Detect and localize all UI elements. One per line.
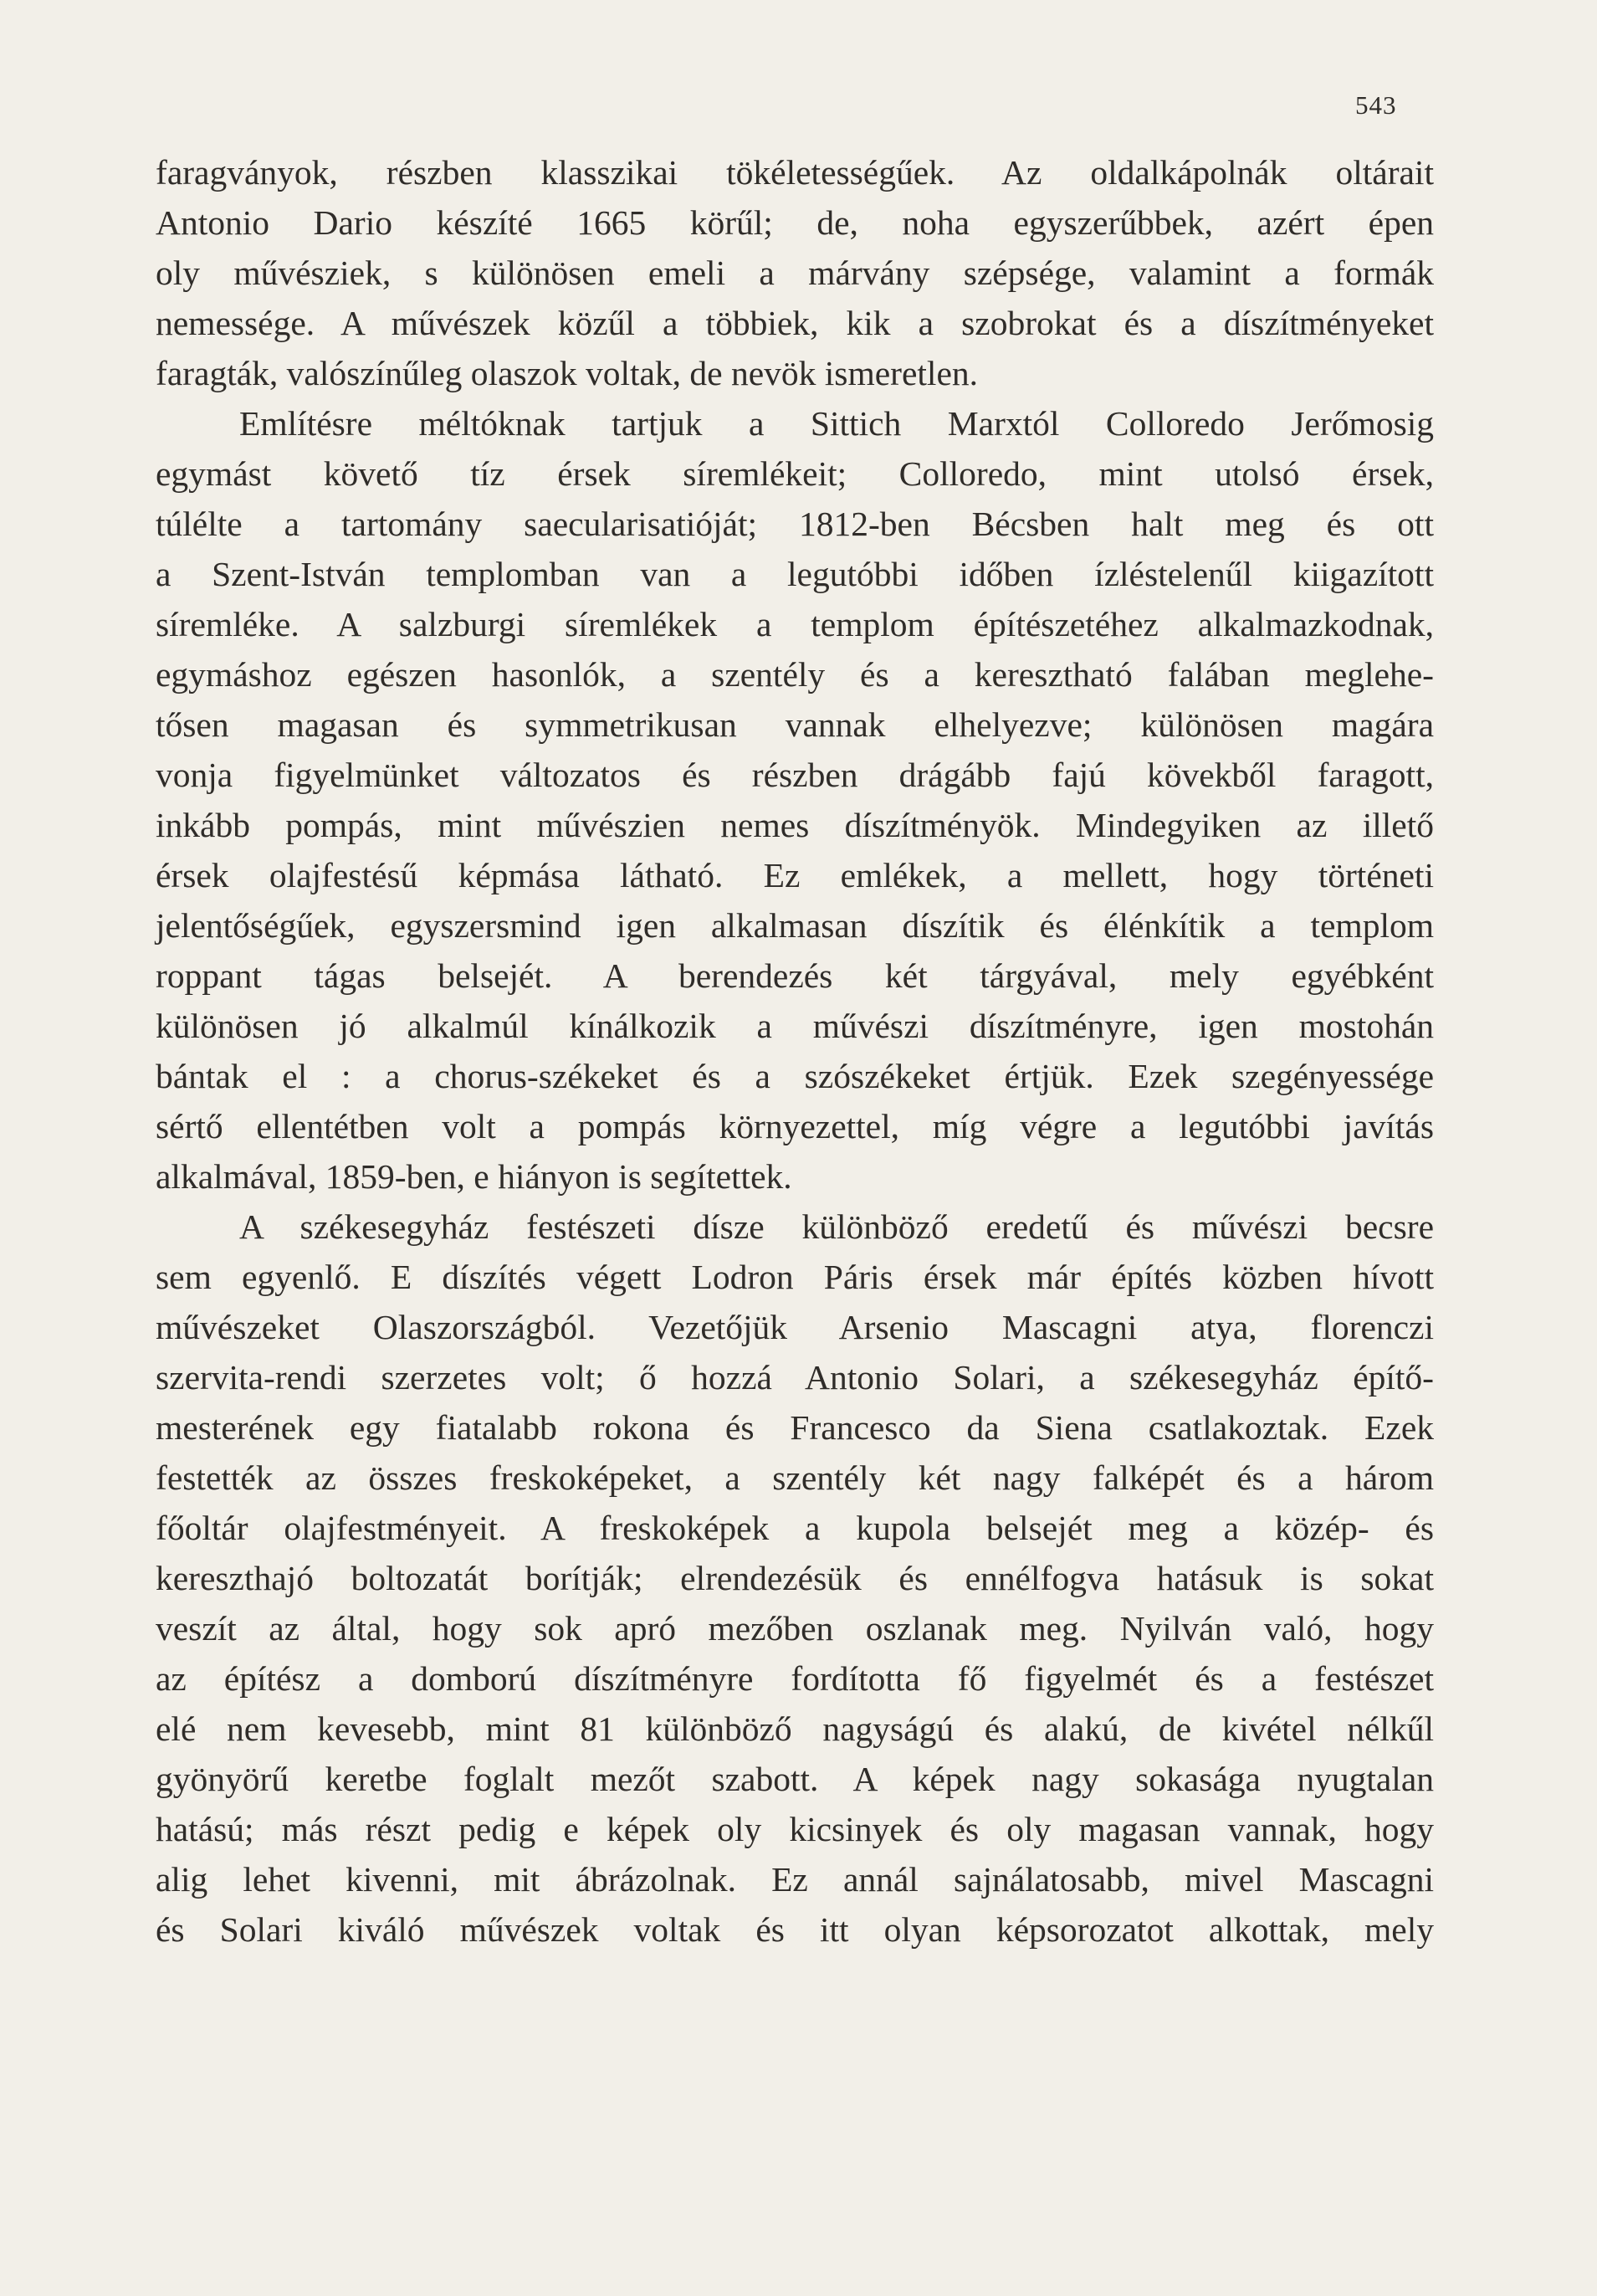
text-line: Antonio Dario készíté 1665 körűl; de, noha egyszerűbbek, azért épen xyxy=(156,203,1434,242)
text-line: különösen jó alkalmúl kínálkozik a művészi díszítményre, igen mostohán xyxy=(156,1007,1434,1045)
text-line: síremléke. A salzburgi síremlékek a templom építészetéhez alkalmazkodnak, xyxy=(156,605,1434,643)
text-line: veszít az által, hogy sok apró mezőben oszlanak meg. Nyilván való, hogy xyxy=(156,1609,1434,1648)
page-number: 543 xyxy=(1355,90,1397,120)
text-line: és Solari kiváló művészek voltak és itt olyan képsorozatot alkottak, mely xyxy=(156,1910,1434,1949)
text-line: egymáshoz egészen hasonlók, a szentély és a keresztható falában meglehe- xyxy=(156,655,1434,694)
text-line: hatású; más részt pedig e képek oly kicsinyek és oly magasan vannak, hogy xyxy=(156,1810,1434,1848)
text-line: gyönyörű keretbe foglalt mezőt szabott. A képek nagy sokasága nyugtalan xyxy=(156,1760,1434,1798)
text-line: inkább pompás, mint művészien nemes díszítményök. Mindegyiken az illető xyxy=(156,806,1434,844)
text-line: főoltár olajfestményeit. A freskoképek a kupola belsejét meg a közép- és xyxy=(156,1509,1434,1547)
text-line: tősen magasan és symmetrikusan vannak elhelyezve; különösen magára xyxy=(156,705,1434,744)
text-line: az építész a domború díszítményre fordította fő figyelmét és a festészet xyxy=(156,1659,1434,1698)
text-line: a Szent-István templomban van a legutóbbi időben ízléstelenűl kiigazított xyxy=(156,555,1434,593)
text-line: faragták, valószínűleg olaszok voltak, de nevök ismeretlen. xyxy=(156,354,978,392)
text-line: sértő ellentétben volt a pompás környezettel, míg végre a legutóbbi javítás xyxy=(156,1107,1434,1145)
text-line: elé nem kevesebb, mint 81 különböző nagyságú és alakú, de kivétel nélkűl xyxy=(156,1709,1434,1748)
text-line: oly művésziek, s különösen emeli a márvány szépsége, valamint a formák xyxy=(156,254,1434,292)
text-line: mesterének egy fiatalabb rokona és Francesco da Siena csatlakoztak. Ezek xyxy=(156,1408,1434,1447)
text-line: alig lehet kivenni, mit ábrázolnak. Ez annál sajnálatosabb, mivel Mascagni xyxy=(156,1860,1434,1899)
text-line: kereszthajó boltozatát borítják; elrendezésük és ennélfogva hatásuk is sokat xyxy=(156,1559,1434,1597)
text-line: nemessége. A művészek közűl a többiek, kik a szobrokat és a díszítményeket xyxy=(156,304,1434,342)
text-line: alkalmával, 1859-ben, e hiányon is segítettek. xyxy=(156,1157,792,1196)
text-line: szervita-rendi szerzetes volt; ő hozzá Antonio Solari, a székesegyház építő- xyxy=(156,1358,1434,1397)
text-line: túlélte a tartomány saecularisatióját; 1812-ben Bécsben halt meg és ott xyxy=(156,505,1434,543)
text-line: művészeket Olaszországból. Vezetőjük Arsenio Mascagni atya, florenczi xyxy=(156,1308,1434,1346)
text-line: jelentőségűek, egyszersmind igen alkalmasan díszítik és élénkítik a templom xyxy=(156,906,1434,945)
text-line: egymást követő tíz érsek síremlékeit; Colloredo, mint utolsó érsek, xyxy=(156,454,1434,493)
text-line: bántak el : a chorus-székeket és a szószékeket értjük. Ezek szegényessége xyxy=(156,1057,1434,1095)
text-line: Említésre méltóknak tartjuk a Sittich Marxtól Colloredo Jerőmosig xyxy=(239,404,1434,443)
text-line: festették az összes freskoképeket, a szentély két nagy falképét és a három xyxy=(156,1458,1434,1497)
text-line: érsek olajfestésű képmása látható. Ez emlékek, a mellett, hogy történeti xyxy=(156,856,1434,894)
body-text xyxy=(156,147,1434,1955)
text-line: faragványok, részben klasszikai tökéletességűek. Az oldalkápolnák oltárait xyxy=(156,153,1434,192)
text-line: vonja figyelmünket változatos és részben drágább fajú kövekből faragott, xyxy=(156,756,1434,794)
text-line: roppant tágas belsejét. A berendezés két tárgyával, mely egyébként xyxy=(156,956,1434,995)
text-line: A székesegyház festészeti dísze különböző eredetű és művészi becsre xyxy=(239,1207,1434,1246)
text-line: sem egyenlő. E díszítés végett Lodron Páris érsek már építés közben hívott xyxy=(156,1258,1434,1296)
